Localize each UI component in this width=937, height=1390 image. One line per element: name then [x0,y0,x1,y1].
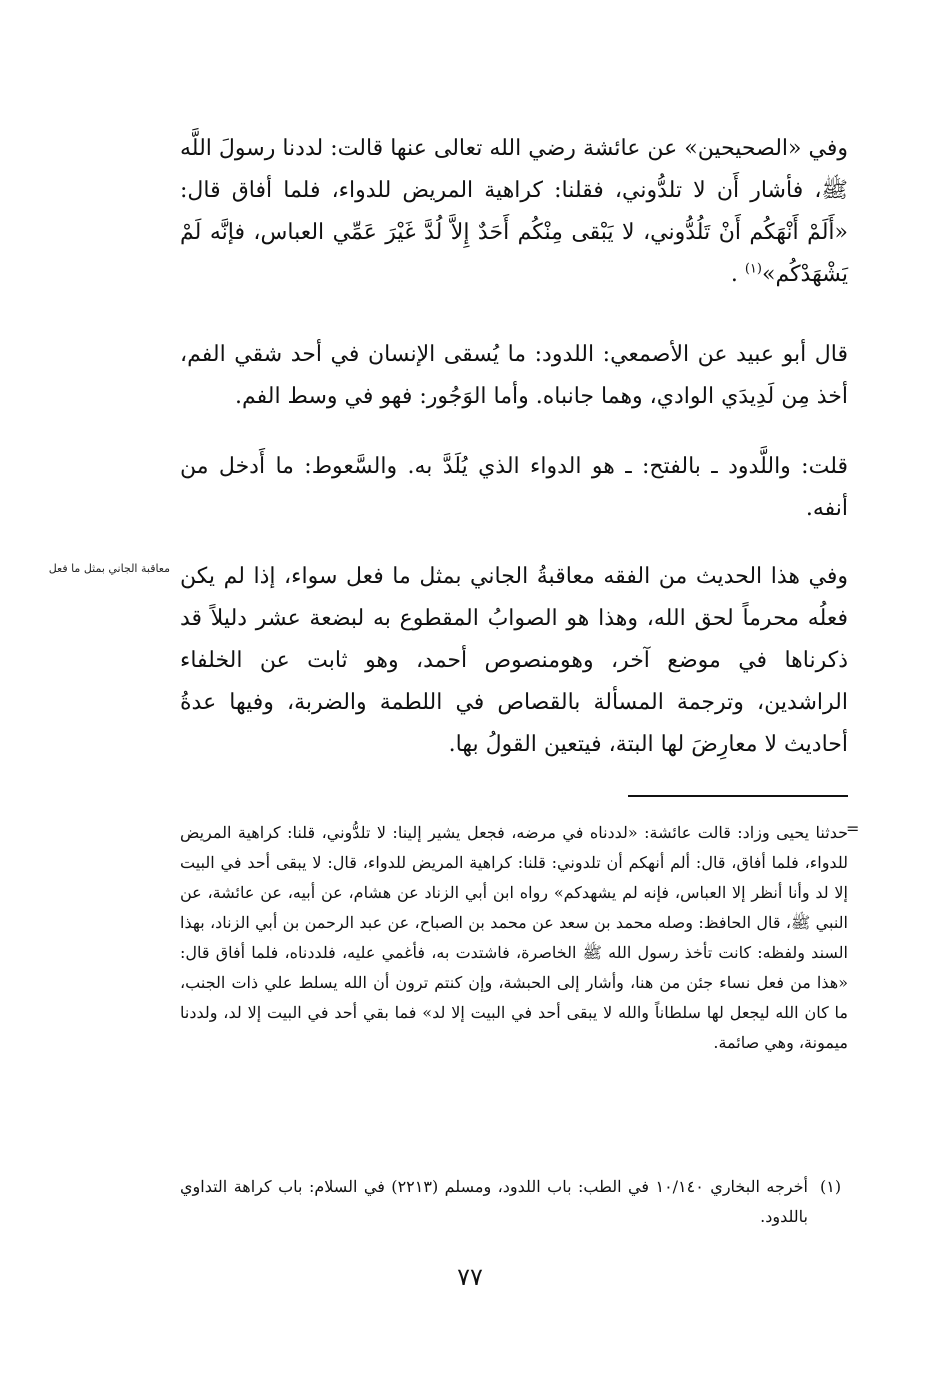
footnote-reference: (١) [744,261,762,277]
footnote-separator [628,795,848,797]
paragraph-text: قال أبو عبيد عن الأصمعي: اللدود: ما يُسقى الإنسان في أحد شقي الفم، أخذ مِن لَدِيدَي الوادي، وهما جانباه. وأما الوَجُور: فهو في وسط الفم. [180,342,848,409]
paragraph-qultu [180,446,848,530]
footnote-continuation-marker: = [846,819,860,838]
paragraph-abu-ubaid [180,334,848,418]
paragraph-text: وفي هذا الحديث من الفقه معاقبةُ الجاني بمثل ما فعل سواء، إذا لم يكن فعلُه محرماً لحق الله، وهذا هو الصوابُ المقطوع به لبضعة عشر دليلاً قد ذكرناها في موضع آخر، وهومنصوص أحمد، وهو ثابت عن الخلفاء الراشدين، وترجمة المسألة بالقصاص في اللطمة والضربة، وفيها عدةُ أحاديث لا معارِضَ لها البتة، فيتعين القولُ بها. [180,564,848,757]
paragraph-text: قلت: واللَّدود ـ بالفتح: ـ هو الدواء الذي يُلَدَّ به. والسَّعوط: ما أَدخل من أنفه. [180,454,848,521]
footnote-continuation: حدثنا يحيى وزاد: قالت عائشة: «لددناه في مرضه، فجعل يشير إلينا: لا تلدُّوني، قلنا: كراهية المريض للدواء، فلما أفاق، قال: ألم أنهكم أن تلدوني: قلنا: كراهية المريض للدواء، قال: لا يبقى أحد في البيت إلا لد وأنا أنظر إلا العباس، فإنه لم يشهدكم» رواه ابن أبي الزناد عن هشام، عن أبيه، عن عائشة، عن النبي ﷺ، قال الحافظ: وصله محمد بن سعد عن محمد بن الصباح، عن عبد الرحمن بن أبي الزناد، بهذا السند ولفظه: كانت تأخذ رسول الله ﷺ الخاصرة، فاشتدت به، فأغمي عليه، فلددناه، فلما أفاق قال: «هذا من فعل نساء جئن من هنا، وأشار إلى الحبشة، وإن كنتم ترون أن الله يسلط علي ذات الجنب، ما كان الله ليجعل لها سلطاناً والله لا يبقى أحد في البيت إلا لد» فما بقي أحد في البيت إلا لد، ولددنا ميمونة، وهي صائمة. [180,823,849,1052]
margin-note: معاقبة الجاني بمثل ما فعل [48,562,170,575]
footnote-1-marker: (١) [820,1177,842,1196]
footnote-1: أخرجه البخاري ١٠/١٤٠ في الطب: باب اللدود، ومسلم (٢٢١٣) في السلام: باب كراهة التداوي باللدود. [180,1177,809,1226]
paragraph-hadith-aisha [180,128,848,296]
paragraph-fiqh [180,556,848,766]
paragraph-text: وفي «الصحيحين» عن عائشة رضي الله تعالى عنها قالت: لددنا رسولَ اللَّه ﷺ، فأشار أَن لا تلدُّوني، فقلنا: كراهية المريض للدواء، فلما أفاق قال: «أَلَمْ أَنْهَكُم أَنْ تَلُدُّوني، لا يَبْقى مِنْكُم أَحَدٌ إِلاَّ لُدَّ غَيْرَ عَمِّي العباس، فإنَّه لَمْ يَشْهَدْكُم» [180,136,848,287]
paragraph-end: . [730,262,738,287]
page-number: ٧٧ [457,1263,483,1291]
